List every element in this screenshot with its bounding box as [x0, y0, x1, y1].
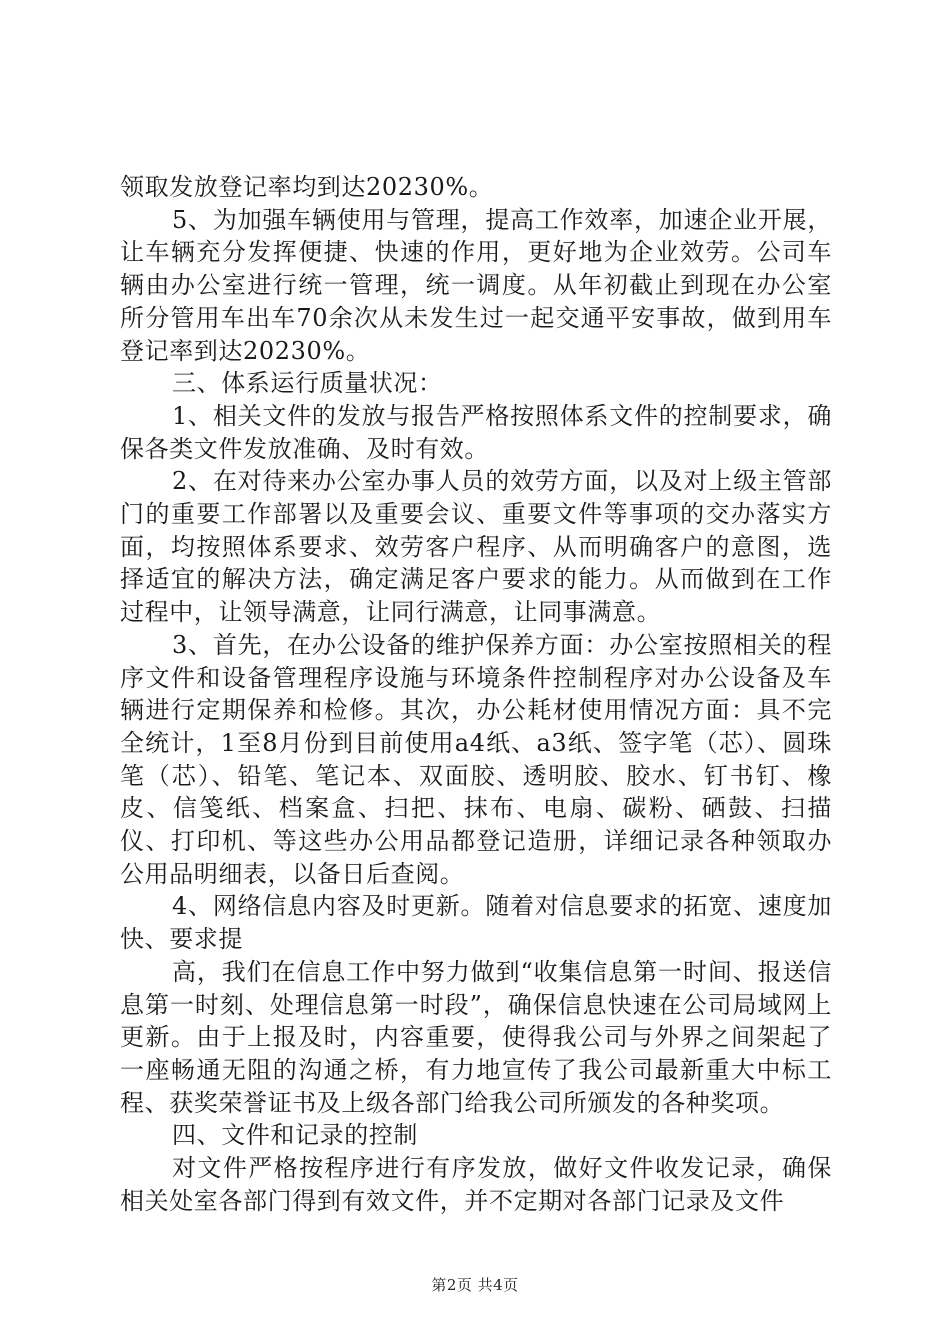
paragraph-service: 2、在对待来办公室办事人员的效劳方面，以及对上级主管部门的重要工作部署以及重要会议、重要文件等事项的交办落实方面，均按照体系要求、效劳客户程序、从而明确客户的意图，选择适宜的解决方法，确定满足客户要求的能力。从而做到在工作过程中，让领导满意，让同行满意，让同事满意。	[120, 467, 832, 627]
paragraph-0: 领取发放登记率均到达20230%。	[120, 173, 494, 201]
paragraph-network-info-continued: 高，我们在信息工作中努力做到“收集信息第一时间、报送信息第一时刻、处理信息第一时段”，确保信息快速在公司局域网上更新。由于上报及时，内容重要，使得我公司与外界之间架起了一座畅通无阻的沟通之桥，有力地宣传了我公司最新重大中标工程、获奖荣誉证书及上级各部门给我公司所颁发的各种奖项。	[120, 957, 832, 1117]
paragraph-document-distribution: 1、相关文件的发放与报告严格按照体系文件的控制要求，确保各类文件发放准确、及时有效。	[120, 401, 832, 463]
section-heading-document-control: 四、文件和记录的控制	[172, 1121, 418, 1150]
paragraph-equipment-maintenance: 3、首先，在办公设备的维护保养方面：办公室按照相关的程序文件和设备管理程序设施与环境条件控制程序对办公设备及车辆进行定期保养和检修。其次，办公耗材使用情况方面：具不完全统计，1至8月份到目前使用a4纸、a3纸、签字笔（芯）、圆珠笔（芯）、铅笔、笔记本、双面胶、透明胶、胶水、钉书钉、橡皮、信笺纸、档案盒、扫把、抹布、电扇、碳粉、硒鼓、扫描仪、打印机、等这些办公用品都登记造册，详细记录各种领取办公用品明细表，以备日后查阅。	[120, 630, 832, 888]
section-heading-system-quality: 三、体系运行质量状况：	[172, 369, 443, 398]
paragraph-document-control: 对文件严格按程序进行有序发放，做好文件收发记录，确保相关处室各部门得到有效文件，并不定期对各部门记录及文件	[120, 1154, 832, 1215]
document-body	[120, 171, 832, 1218]
paragraph-network-info: 4、网络信息内容及时更新。随着对信息要求的拓宽、速度加快、要求提	[120, 892, 832, 954]
page-number-label: 第2页 共4页	[431, 1276, 519, 1294]
page-footer	[0, 1274, 950, 1295]
paragraph-vehicle-management: 5、为加强车辆使用与管理，提高工作效率，加速企业开展，让车辆充分发挥便捷、快速的作用，更好地为企业效劳。公司车辆由办公室进行统一管理，统一调度。从年初截止到现在办公室所分管用车出车70余次从未发生过一起交通平安事故，做到用车登记率到达20230%。	[120, 205, 832, 365]
